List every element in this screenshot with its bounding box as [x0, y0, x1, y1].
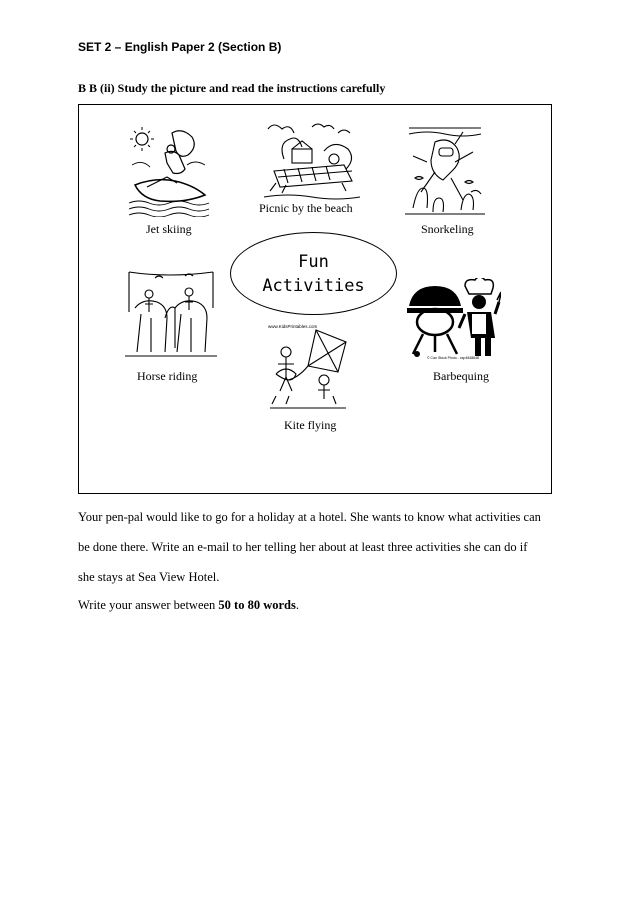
barbequing-caption: Barbequing: [433, 369, 489, 383]
word-limit-prefix: Write your answer between: [78, 598, 219, 612]
kite-flying-caption: Kite flying: [284, 418, 337, 432]
kite-watermark: www.KidsPrintables.com: [268, 324, 318, 329]
kite-flying-illustration: [266, 324, 350, 412]
task-line-2: be done there. Write an e-mail to her telling her about at least three activities she can do if: [78, 540, 528, 554]
fun-activities-center: [230, 232, 397, 315]
picnic-caption: Picnic by the beach: [259, 201, 353, 215]
center-title-line2: Activities: [262, 275, 365, 296]
word-limit-suffix: .: [295, 598, 299, 612]
barbeque-illustration: [405, 278, 501, 360]
paper-header: SET 2 – English Paper 2 (Section B): [78, 40, 282, 54]
horse-riding-illustration: [125, 268, 217, 360]
jet-skiing-caption: Jet skiing: [146, 222, 192, 236]
section-instruction: B B (ii) Study the picture and read the instructions carefully: [78, 81, 386, 95]
task-line-4: [78, 598, 299, 613]
snorkeling-illustration: [405, 122, 485, 216]
picnic-illustration: [264, 119, 360, 201]
bbq-watermark: © Can Stock Photo - csp4848648: [427, 356, 479, 360]
word-limit: 50 to 80 words: [218, 598, 296, 612]
task-line-1: Your pen-pal would like to go for a holiday at a hotel. She wants to know what activities can: [78, 510, 541, 524]
center-title-line1: Fun: [298, 251, 329, 272]
task-line-3: she stays at Sea View Hotel.: [78, 570, 220, 584]
horse-riding-caption: Horse riding: [137, 369, 198, 383]
jet-ski-illustration: [127, 125, 212, 217]
snorkeling-caption: Snorkeling: [421, 222, 474, 236]
